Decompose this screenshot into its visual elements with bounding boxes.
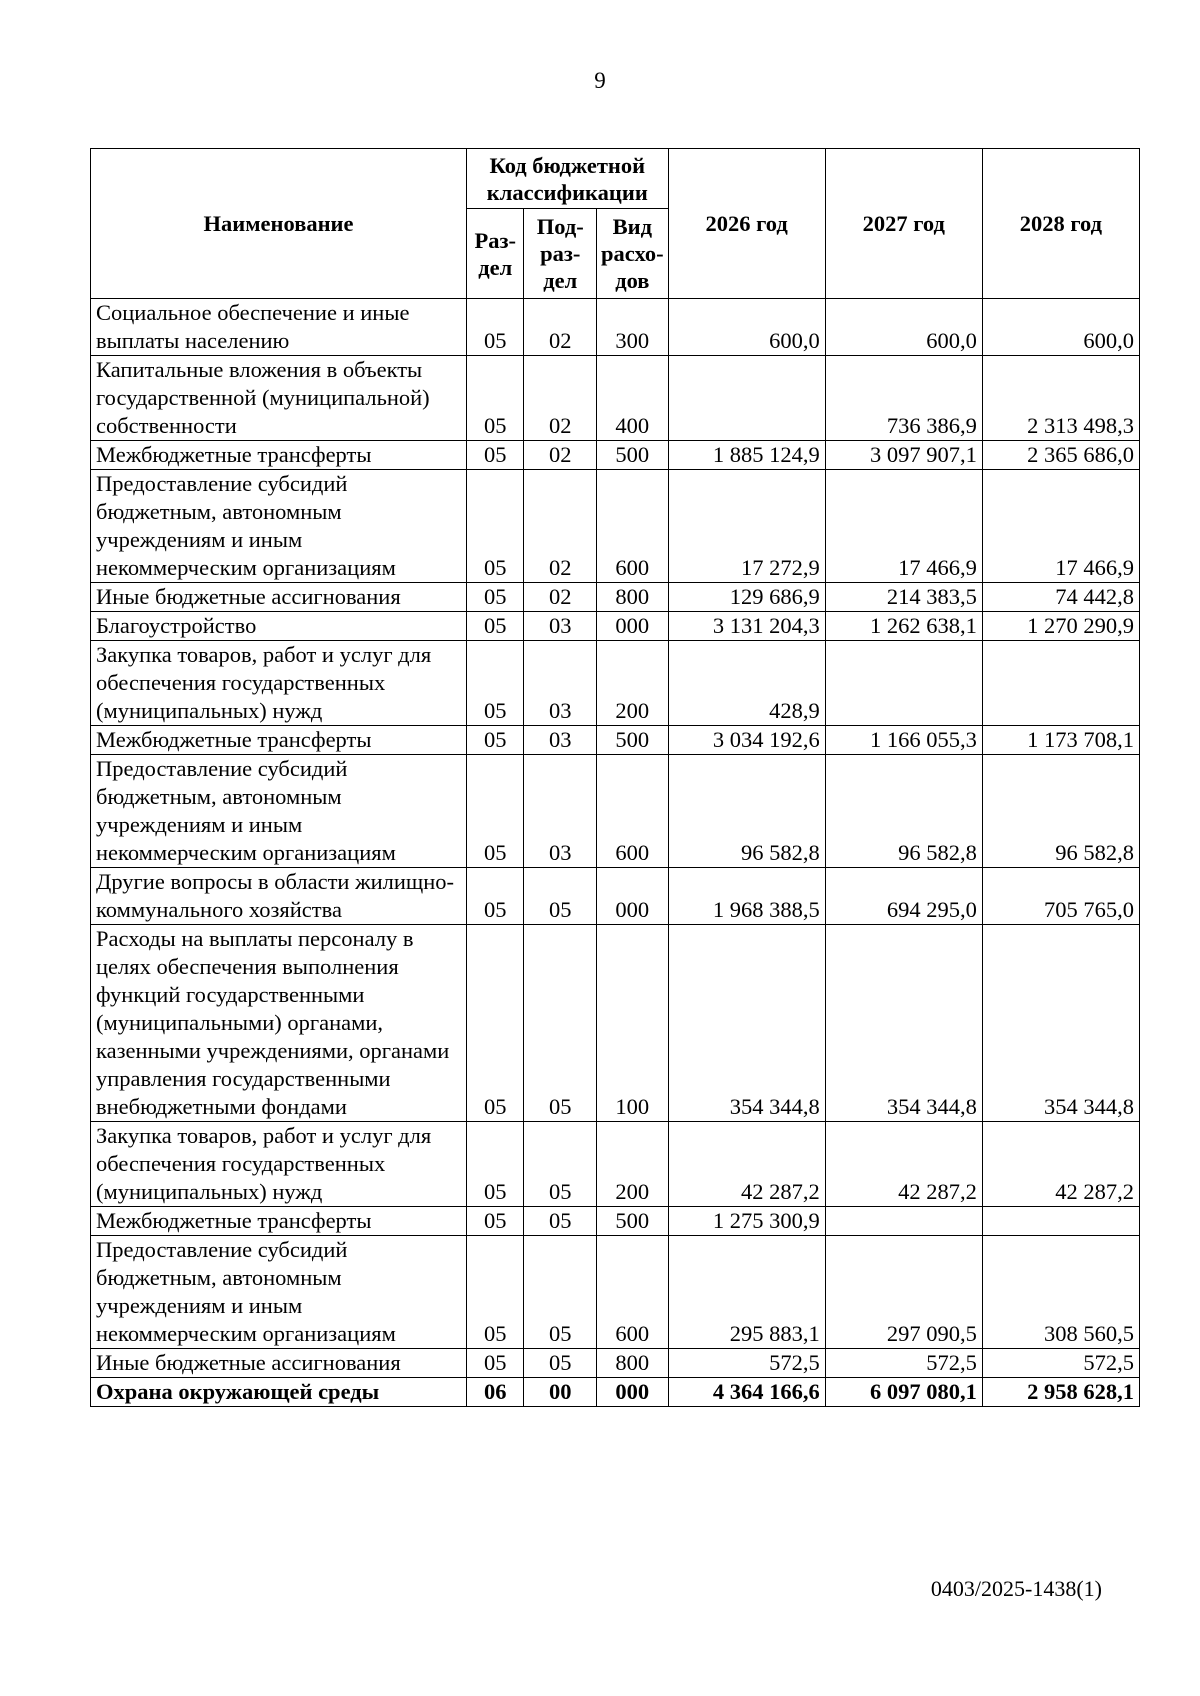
row-amount-2027: 6 097 080,1 <box>825 1378 982 1407</box>
row-amount-2028: 74 442,8 <box>982 583 1139 612</box>
table-body <box>91 299 1140 1407</box>
row-subsection: 05 <box>524 925 597 1122</box>
row-subsection: 05 <box>524 1207 597 1236</box>
row-expense-type: 600 <box>597 470 669 583</box>
row-expense-type: 100 <box>597 925 669 1122</box>
row-amount-2026: 17 272,9 <box>668 470 825 583</box>
row-amount-2028: 705 765,0 <box>982 868 1139 925</box>
row-name: Иные бюджетные ассигнования <box>91 1349 467 1378</box>
row-amount-2028: 600,0 <box>982 299 1139 356</box>
table-row <box>91 583 1140 612</box>
row-amount-2028: 1 173 708,1 <box>982 726 1139 755</box>
row-amount-2028: 354 344,8 <box>982 925 1139 1122</box>
header-year-2028: 2028 год <box>982 149 1139 299</box>
row-expense-type: 000 <box>597 868 669 925</box>
header-name: Наименование <box>91 149 467 299</box>
row-amount-2028 <box>982 641 1139 726</box>
header-section: Раз-дел <box>467 209 524 299</box>
table-row <box>91 1207 1140 1236</box>
table-row <box>91 1378 1140 1407</box>
row-section: 05 <box>467 1349 524 1378</box>
row-amount-2028: 42 287,2 <box>982 1122 1139 1207</box>
row-amount-2026: 1 885 124,9 <box>668 441 825 470</box>
row-section: 05 <box>467 1236 524 1349</box>
row-name: Закупка товаров, работ и услуг для обеспечения государственных (муниципальных) нужд <box>91 1122 467 1207</box>
document-code: 0403/2025-1438(1) <box>930 1576 1102 1601</box>
row-amount-2026: 129 686,9 <box>668 583 825 612</box>
row-amount-2027: 694 295,0 <box>825 868 982 925</box>
row-expense-type: 800 <box>597 583 669 612</box>
row-expense-type: 600 <box>597 1236 669 1349</box>
row-amount-2028: 2 313 498,3 <box>982 356 1139 441</box>
row-amount-2027: 600,0 <box>825 299 982 356</box>
table-header <box>91 149 1140 299</box>
row-amount-2027: 572,5 <box>825 1349 982 1378</box>
row-subsection: 03 <box>524 726 597 755</box>
row-amount-2027: 214 383,5 <box>825 583 982 612</box>
header-year-2027: 2027 год <box>825 149 982 299</box>
row-amount-2027 <box>825 1207 982 1236</box>
row-amount-2028: 572,5 <box>982 1349 1139 1378</box>
row-section: 05 <box>467 925 524 1122</box>
row-section: 05 <box>467 868 524 925</box>
row-amount-2026: 1 275 300,9 <box>668 1207 825 1236</box>
row-name: Расходы на выплаты персоналу в целях обеспечения выполнения функций государственными (муниципальными) органами, казенными учреждениями, органами управления государственными внебюджетными фондами <box>91 925 467 1122</box>
row-amount-2026: 42 287,2 <box>668 1122 825 1207</box>
row-subsection: 05 <box>524 1236 597 1349</box>
row-amount-2026: 3 034 192,6 <box>668 726 825 755</box>
row-subsection: 00 <box>524 1378 597 1407</box>
row-name: Социальное обеспечение и иные выплаты населению <box>91 299 467 356</box>
row-expense-type: 200 <box>597 1122 669 1207</box>
row-expense-type: 300 <box>597 299 669 356</box>
row-subsection: 05 <box>524 1122 597 1207</box>
row-name: Другие вопросы в области жилищно-коммунального хозяйства <box>91 868 467 925</box>
row-section: 05 <box>467 583 524 612</box>
row-expense-type: 000 <box>597 612 669 641</box>
row-amount-2027: 1 262 638,1 <box>825 612 982 641</box>
row-expense-type: 800 <box>597 1349 669 1378</box>
row-expense-type: 500 <box>597 726 669 755</box>
row-expense-type: 500 <box>597 1207 669 1236</box>
row-amount-2028: 1 270 290,9 <box>982 612 1139 641</box>
row-amount-2027: 96 582,8 <box>825 755 982 868</box>
row-expense-type: 600 <box>597 755 669 868</box>
row-name: Предоставление субсидий бюджетным, автономным учреждениям и иным некоммерческим организациям <box>91 1236 467 1349</box>
row-section: 06 <box>467 1378 524 1407</box>
budget-table <box>90 148 1140 1407</box>
row-subsection: 02 <box>524 470 597 583</box>
table-row <box>91 641 1140 726</box>
row-subsection: 02 <box>524 441 597 470</box>
row-section: 05 <box>467 356 524 441</box>
row-amount-2028: 96 582,8 <box>982 755 1139 868</box>
row-subsection: 03 <box>524 641 597 726</box>
row-name: Благоустройство <box>91 612 467 641</box>
row-name: Капитальные вложения в объекты государственной (муниципальной) собственности <box>91 356 467 441</box>
row-amount-2028: 308 560,5 <box>982 1236 1139 1349</box>
table-row <box>91 1236 1140 1349</box>
row-section: 05 <box>467 470 524 583</box>
row-amount-2027: 3 097 907,1 <box>825 441 982 470</box>
row-name: Закупка товаров, работ и услуг для обеспечения государственных (муниципальных) нужд <box>91 641 467 726</box>
row-section: 05 <box>467 299 524 356</box>
row-name: Межбюджетные трансферты <box>91 441 467 470</box>
row-amount-2027: 42 287,2 <box>825 1122 982 1207</box>
table-row <box>91 1349 1140 1378</box>
header-expense-type: Вид расхо-дов <box>597 209 669 299</box>
header-code-group: Код бюджетной классификации <box>467 149 669 209</box>
row-section: 05 <box>467 641 524 726</box>
row-section: 05 <box>467 726 524 755</box>
row-amount-2026: 3 131 204,3 <box>668 612 825 641</box>
row-subsection: 02 <box>524 299 597 356</box>
row-name: Охрана окружающей среды <box>91 1378 467 1407</box>
row-expense-type: 200 <box>597 641 669 726</box>
table-row <box>91 1122 1140 1207</box>
row-subsection: 05 <box>524 868 597 925</box>
row-amount-2027: 17 466,9 <box>825 470 982 583</box>
row-amount-2028: 2 365 686,0 <box>982 441 1139 470</box>
row-name: Предоставление субсидий бюджетным, автономным учреждениям и иным некоммерческим организациям <box>91 470 467 583</box>
row-subsection: 05 <box>524 1349 597 1378</box>
row-amount-2026 <box>668 356 825 441</box>
row-expense-type: 000 <box>597 1378 669 1407</box>
table-row <box>91 726 1140 755</box>
table-row <box>91 612 1140 641</box>
table-row <box>91 868 1140 925</box>
row-amount-2026: 295 883,1 <box>668 1236 825 1349</box>
row-subsection: 03 <box>524 612 597 641</box>
row-section: 05 <box>467 755 524 868</box>
row-section: 05 <box>467 1122 524 1207</box>
row-amount-2028: 2 958 628,1 <box>982 1378 1139 1407</box>
row-section: 05 <box>467 1207 524 1236</box>
row-amount-2026: 572,5 <box>668 1349 825 1378</box>
row-section: 05 <box>467 441 524 470</box>
row-amount-2026: 600,0 <box>668 299 825 356</box>
table-row <box>91 441 1140 470</box>
row-amount-2028: 17 466,9 <box>982 470 1139 583</box>
row-subsection: 03 <box>524 755 597 868</box>
row-amount-2026: 428,9 <box>668 641 825 726</box>
row-amount-2027: 1 166 055,3 <box>825 726 982 755</box>
table-row <box>91 925 1140 1122</box>
row-name: Предоставление субсидий бюджетным, автономным учреждениям и иным некоммерческим организациям <box>91 755 467 868</box>
row-name: Межбюджетные трансферты <box>91 726 467 755</box>
header-year-2026: 2026 год <box>668 149 825 299</box>
row-amount-2027: 297 090,5 <box>825 1236 982 1349</box>
table-row <box>91 299 1140 356</box>
row-subsection: 02 <box>524 583 597 612</box>
row-expense-type: 400 <box>597 356 669 441</box>
row-amount-2026: 1 968 388,5 <box>668 868 825 925</box>
row-name: Иные бюджетные ассигнования <box>91 583 467 612</box>
row-amount-2028 <box>982 1207 1139 1236</box>
table-row <box>91 470 1140 583</box>
page-number: 9 <box>594 68 606 93</box>
row-amount-2027: 354 344,8 <box>825 925 982 1122</box>
row-expense-type: 500 <box>597 441 669 470</box>
row-amount-2026: 354 344,8 <box>668 925 825 1122</box>
row-amount-2026: 96 582,8 <box>668 755 825 868</box>
row-section: 05 <box>467 612 524 641</box>
header-subsection: Под-раз-дел <box>524 209 597 299</box>
row-amount-2027: 736 386,9 <box>825 356 982 441</box>
row-amount-2026: 4 364 166,6 <box>668 1378 825 1407</box>
table-row <box>91 356 1140 441</box>
table-row <box>91 755 1140 868</box>
row-amount-2027 <box>825 641 982 726</box>
row-name: Межбюджетные трансферты <box>91 1207 467 1236</box>
row-subsection: 02 <box>524 356 597 441</box>
